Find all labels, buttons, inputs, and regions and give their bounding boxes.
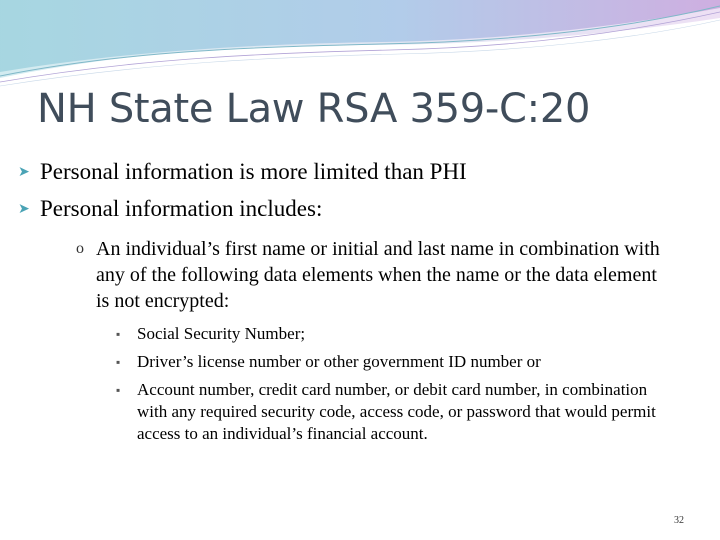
slide-title: NH State Law RSA 359-C:20 [37,86,591,132]
bullet-item [18,195,322,227]
sub-bullet-text: An individual’s first name or initial and last name in combination with any of the following data elements when the name or the data element is not encrypted: [96,238,660,312]
circle-bullet-icon: o [76,240,84,257]
bullet-text: Personal information is more limited than PHI [40,159,467,184]
bullet-item [18,158,467,190]
sub-sub-bullet-item [116,379,676,445]
bullet-text: Personal information includes: [40,196,323,221]
sub-sub-bullet-item [116,323,676,345]
arrow-bullet-icon: ➤ [18,202,30,217]
sub-sub-bullet-text: Account number, credit card number, or debit card number, in combination with any required security code, access code, or password that would permit access to an individual’s financial account. [137,380,656,443]
sub-sub-bullet-text: Driver’s license number or other government ID number or [137,352,541,371]
sub-bullet-item [76,236,666,314]
sub-sub-bullet-text: Social Security Number; [137,324,306,343]
sub-sub-bullet-item [116,351,676,373]
page-number: 32 [674,515,684,526]
square-bullet-icon: ▪ [116,327,121,341]
square-bullet-icon: ▪ [116,355,121,369]
arrow-bullet-icon: ➤ [18,165,30,180]
square-bullet-icon: ▪ [116,383,121,397]
